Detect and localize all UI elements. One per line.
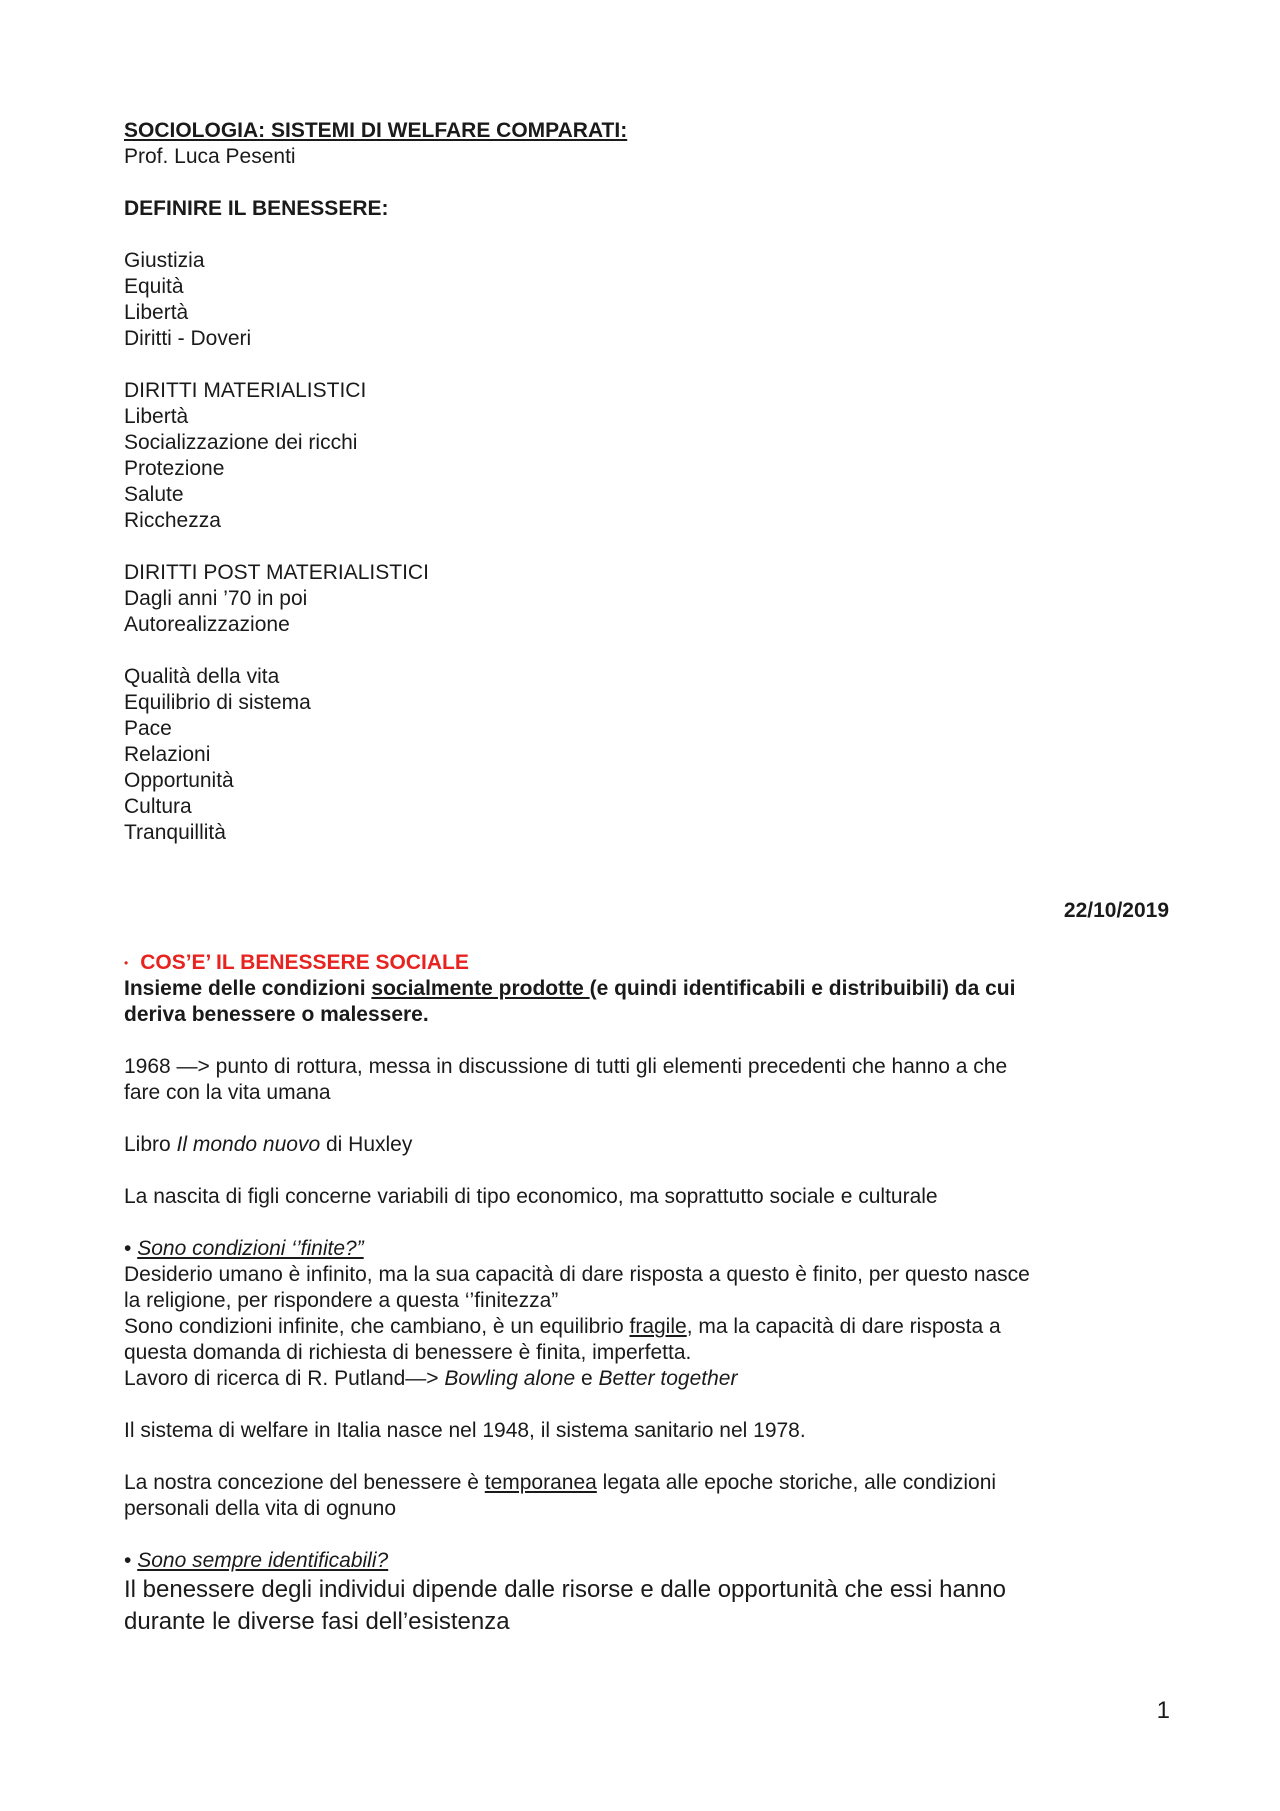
- benessere-heading: [124, 950, 1169, 976]
- list-item: Autorealizzazione: [124, 613, 290, 636]
- list-item: Giustizia: [124, 249, 205, 272]
- list-item: Cultura: [124, 795, 192, 818]
- list-item: Pace: [124, 717, 172, 740]
- bullet-icon: •: [124, 1549, 132, 1573]
- bullet-icon: •: [124, 956, 129, 971]
- list-item: Protezione: [124, 457, 225, 480]
- identificabili-line: durante le diverse fasi dell’esistenza: [124, 1608, 510, 1636]
- section-heading-post-materialistici: DIRITTI POST MATERIALISTICI: [124, 561, 429, 584]
- list-item: Diritti - Doveri: [124, 327, 252, 350]
- finite-line: Desiderio umano è infinito, ma la sua capacità di dare risposta a questo è finito, per questo nasce: [124, 1263, 1030, 1287]
- underlined-text: temporanea: [484, 1471, 597, 1495]
- definition-text: Insieme delle condizioni: [124, 977, 372, 1001]
- finite-line: [124, 1314, 1169, 1340]
- paragraph-1968-cont: fare con la vita umana: [124, 1081, 331, 1105]
- bullet-icon: •: [124, 1237, 132, 1261]
- definition-line-2: deriva benessere o malessere.: [124, 1003, 429, 1027]
- question-text: Sono sempre identificabili?: [137, 1549, 389, 1573]
- text: Lavoro di ricerca di R. Putland—>: [124, 1367, 445, 1391]
- lecture-date: 22/10/2019: [1063, 899, 1169, 922]
- definition-underlined: socialmente prodotte: [371, 977, 590, 1001]
- list-item: Dagli anni ’70 in poi: [124, 587, 308, 610]
- finite-line: [124, 1366, 1169, 1392]
- list-item: Relazioni: [124, 743, 211, 766]
- paragraph-concezione: [124, 1470, 1169, 1496]
- text: Sono condizioni infinite, che cambiano, è un equilibrio: [124, 1315, 630, 1339]
- text: e: [575, 1367, 599, 1391]
- paragraph-welfare: Il sistema di welfare in Italia nasce nel 1948, il sistema sanitario nel 1978.: [124, 1419, 806, 1443]
- text: Libro: [124, 1133, 177, 1157]
- list-item: Libertà: [124, 405, 189, 428]
- question-finite: [124, 1236, 1169, 1262]
- definition-line: [124, 976, 1169, 1002]
- professor-name: Prof. Luca Pesenti: [124, 145, 296, 168]
- paragraph-huxley: [124, 1132, 1169, 1158]
- text: di Huxley: [320, 1133, 413, 1157]
- finite-line: questa domanda di richiesta di benessere è finita, imperfetta.: [124, 1341, 692, 1365]
- identificabili-line: Il benessere degli individui dipende dalle risorse e dalle opportunità che essi hanno: [124, 1576, 1006, 1604]
- list-item: Socializzazione dei ricchi: [124, 431, 358, 454]
- list-item: Ricchezza: [124, 509, 221, 532]
- list-item: Tranquillità: [124, 821, 226, 844]
- finite-line: la religione, per rispondere a questa ‘’finitezza”: [124, 1289, 559, 1313]
- question-text: Sono condizioni ‘’finite?”: [137, 1237, 364, 1261]
- section-heading-benessere: COS’E’ IL BENESSERE SOCIALE: [140, 951, 469, 974]
- text: La nostra concezione del benessere è: [124, 1471, 485, 1495]
- list-item: Opportunità: [124, 769, 234, 792]
- section-heading-materialistici: DIRITTI MATERIALISTICI: [124, 379, 367, 402]
- document-title: SOCIOLOGIA: SISTEMI DI WELFARE COMPARATI:: [124, 119, 628, 142]
- definition-text-post: (e quindi identificabili e distribuibili) da cui: [589, 977, 1016, 1001]
- list-item: Equilibrio di sistema: [124, 691, 311, 714]
- book-title: Il mondo nuovo: [176, 1133, 321, 1157]
- page-number: 1: [1156, 1697, 1170, 1724]
- text: legata alle epoche storiche, alle condizioni: [596, 1471, 997, 1495]
- question-identificabili: [124, 1548, 1169, 1574]
- list-item: Libertà: [124, 301, 189, 324]
- section-heading-definire: DEFINIRE IL BENESSERE:: [124, 197, 389, 220]
- document-page: [124, 118, 1169, 1638]
- paragraph-concezione-cont: personali della vita di ognuno: [124, 1497, 397, 1521]
- list-item: Qualità della vita: [124, 665, 280, 688]
- underlined-text: fragile: [629, 1315, 687, 1339]
- list-item: Salute: [124, 483, 184, 506]
- book-title: Better together: [598, 1367, 738, 1391]
- list-item: Equità: [124, 275, 184, 298]
- text: , ma la capacità di dare risposta a: [686, 1315, 1001, 1339]
- paragraph-nascita: La nascita di figli concerne variabili di tipo economico, ma soprattutto sociale e culturale: [124, 1185, 938, 1209]
- paragraph-1968: 1968 —> punto di rottura, messa in discussione di tutti gli elementi precedenti che hanno a che: [124, 1055, 1008, 1079]
- book-title: Bowling alone: [444, 1367, 576, 1391]
